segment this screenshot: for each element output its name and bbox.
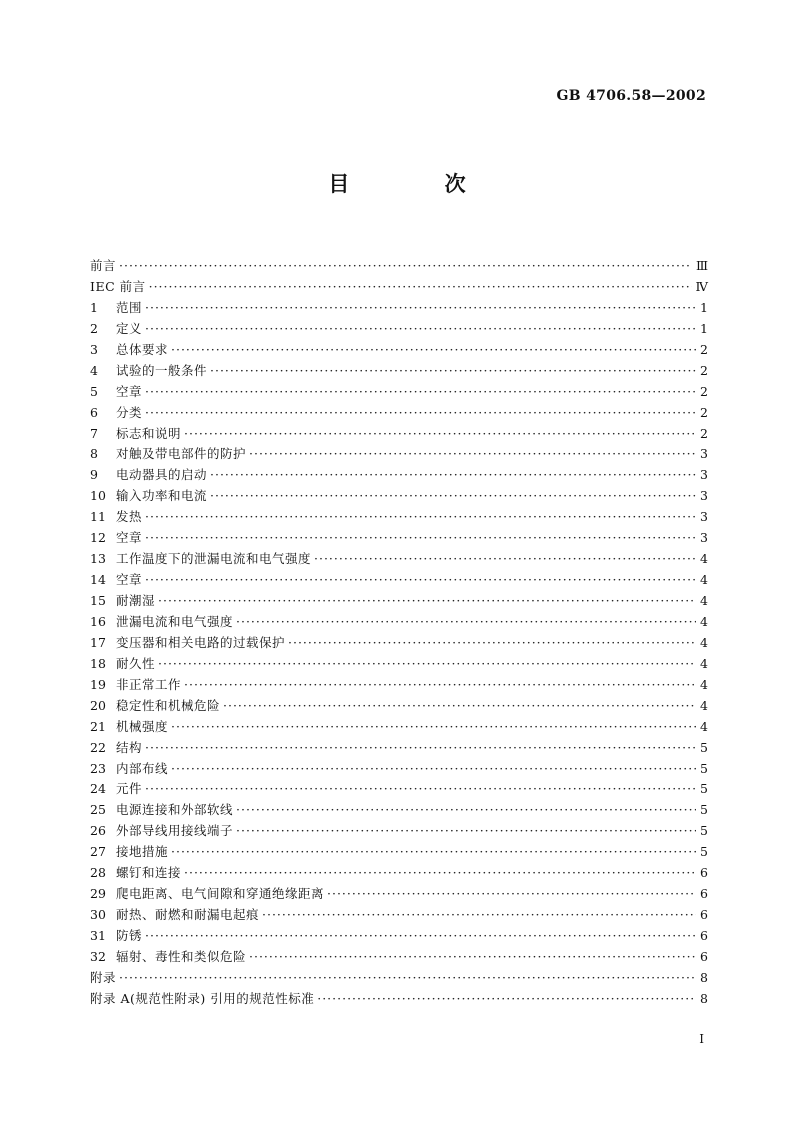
toc-entry-page: 5 — [700, 760, 708, 776]
toc-entry[interactable] — [90, 738, 708, 759]
toc-dot-leader — [158, 654, 696, 675]
toc-entry-page: 4 — [700, 593, 708, 608]
toc-entry-number: 21 — [90, 718, 106, 734]
toc-entry-page: 4 — [700, 718, 708, 734]
toc-entry-page: 6 — [700, 928, 708, 943]
toc-entry-number: 32 — [90, 948, 106, 964]
toc-entry-number: 14 — [90, 572, 106, 588]
toc-entry-number: 15 — [90, 593, 106, 608]
toc-entry-number: 31 — [90, 928, 106, 943]
toc-entry[interactable] — [90, 382, 708, 403]
toc-entry-page: 8 — [700, 990, 708, 1006]
toc-entry-number: 12 — [90, 530, 106, 546]
toc-entry-page: 3 — [700, 446, 708, 462]
toc-entry-title: 稳定性和机械危险 — [116, 697, 221, 713]
toc-entry-page: 5 — [700, 781, 708, 797]
toc-entry-number: 24 — [90, 781, 106, 797]
toc-entry[interactable] — [90, 717, 708, 738]
toc-dot-leader — [314, 549, 696, 570]
toc-entry-title: 电源连接和外部软线 — [116, 802, 234, 818]
toc-entry[interactable] — [90, 989, 708, 1010]
toc-entry-number: 20 — [90, 697, 106, 713]
toc-entry-title: 空章 — [116, 530, 143, 546]
toc-entry-page: 6 — [700, 865, 708, 881]
toc-entry-title: 输入功率和电流 — [116, 488, 208, 504]
toc-dot-leader — [184, 424, 696, 445]
toc-entry-title: 爬电距离、电气间隙和穿通绝缘距离 — [116, 886, 325, 902]
toc-entry[interactable] — [90, 612, 708, 633]
toc-entry-number: 22 — [90, 739, 106, 755]
toc-entry[interactable] — [90, 905, 708, 926]
toc-entry-number: 25 — [90, 802, 106, 818]
toc-entry-number: 5 — [90, 383, 98, 399]
toc-entry-title: 外部导线用接线端子 — [116, 823, 234, 839]
toc-dot-leader — [327, 884, 696, 905]
toc-entry-page: 4 — [700, 676, 708, 692]
toc-entry-page: 3 — [700, 467, 708, 483]
toc-entry[interactable] — [90, 298, 708, 319]
toc-entry-title: 元件 — [116, 781, 143, 797]
toc-entry[interactable] — [90, 800, 708, 821]
toc-entry[interactable] — [90, 319, 708, 340]
toc-entry[interactable] — [90, 256, 708, 277]
toc-entry[interactable] — [90, 968, 708, 989]
toc-entry-number: 2 — [90, 320, 98, 336]
toc-dot-leader — [145, 319, 696, 340]
toc-dot-leader — [236, 821, 696, 842]
toc-dot-leader — [184, 675, 696, 696]
toc-entry-page: 6 — [700, 948, 708, 964]
toc-entry-title: 空章 — [116, 383, 143, 399]
toc-entry-title: 耐久性 — [116, 655, 156, 671]
toc-entry-title: 螺钉和连接 — [116, 865, 182, 881]
toc-entry-title: 分类 — [116, 404, 143, 420]
toc-entry[interactable] — [90, 465, 708, 486]
toc-entry[interactable] — [90, 884, 708, 905]
toc-entry-number: 1 — [90, 299, 98, 315]
toc-entry-title: 前言 — [90, 258, 117, 273]
toc-entry-number: 4 — [90, 362, 98, 378]
toc-entry-title: 机械强度 — [116, 718, 169, 734]
toc-dot-leader — [249, 444, 696, 465]
toc-entry-title: 总体要求 — [116, 341, 169, 357]
toc-entry[interactable] — [90, 654, 708, 675]
toc-entry-title: 结构 — [116, 739, 143, 755]
toc-entry-page: 4 — [700, 697, 708, 713]
toc-dot-leader — [262, 905, 696, 926]
toc-entry-title: 发热 — [116, 509, 143, 525]
toc-entry[interactable] — [90, 549, 708, 570]
toc-dot-leader — [210, 465, 696, 486]
toc-entry-page: 4 — [700, 572, 708, 588]
toc-dot-leader — [236, 612, 696, 633]
toc-entry-number: 19 — [90, 676, 106, 692]
toc-entry-title: 定义 — [116, 320, 143, 336]
toc-entry-number: 26 — [90, 823, 106, 839]
toc-entry-page: 4 — [700, 655, 708, 671]
toc-entry-page: 6 — [700, 907, 708, 923]
toc-entry-number: 6 — [90, 404, 98, 420]
toc-entry-page: Ⅳ — [695, 278, 708, 294]
toc-entry-title: 耐潮湿 — [116, 593, 156, 608]
toc-entry-page: 3 — [700, 509, 708, 525]
toc-dot-leader — [119, 256, 692, 277]
toc-entry[interactable] — [90, 424, 708, 445]
toc-entry[interactable] — [90, 570, 708, 591]
page-title: 目 次 — [328, 171, 510, 196]
toc-entry[interactable] — [90, 591, 708, 612]
toc-entry-page: 1 — [700, 299, 708, 315]
toc-entry-title: 耐热、耐燃和耐漏电起痕 — [116, 907, 260, 923]
toc-entry-title: 泄漏电流和电气强度 — [116, 613, 234, 629]
toc-entry[interactable] — [90, 947, 708, 968]
toc-dot-leader — [223, 696, 696, 717]
toc-entry[interactable] — [90, 821, 708, 842]
standard-code: GB 4706.58—2002 — [556, 88, 706, 104]
toc-entry-number: 11 — [90, 509, 106, 525]
toc-entry[interactable] — [90, 863, 708, 884]
toc-entry-page: 2 — [700, 404, 708, 420]
toc-dot-leader — [171, 717, 696, 738]
toc-dot-leader — [145, 779, 696, 800]
toc-entry[interactable] — [90, 277, 708, 298]
toc-entry[interactable] — [90, 528, 708, 549]
toc-entry-number: 13 — [90, 551, 106, 567]
toc-entry-page: 5 — [700, 802, 708, 818]
toc-entry-number: 18 — [90, 655, 106, 671]
toc-entry[interactable] — [90, 403, 708, 424]
toc-dot-leader — [171, 340, 696, 361]
toc-entry-number: 7 — [90, 425, 98, 441]
toc-entry-page: 5 — [700, 844, 708, 860]
toc-dot-leader — [145, 298, 696, 319]
toc-dot-leader — [119, 968, 696, 989]
toc-entry-title: 范围 — [116, 299, 143, 315]
toc-entry-title: 对触及带电部件的防护 — [116, 446, 247, 462]
toc-entry-page: 2 — [700, 362, 708, 378]
toc-dot-leader — [145, 926, 696, 947]
toc-dot-leader — [145, 528, 696, 549]
toc-dot-leader — [145, 570, 696, 591]
toc-entry-page: 3 — [700, 530, 708, 546]
toc-entry[interactable] — [90, 926, 708, 947]
toc-entry-number: 30 — [90, 907, 106, 923]
toc-entry-title: 空章 — [116, 572, 143, 588]
toc-entry[interactable] — [90, 842, 708, 863]
page-number: I — [699, 1032, 704, 1046]
toc-dot-leader — [158, 591, 696, 612]
toc-entry-number: 16 — [90, 613, 106, 629]
toc-dot-leader — [236, 800, 696, 821]
toc-entry-page: 2 — [700, 383, 708, 399]
toc-entry-page: 4 — [700, 551, 708, 567]
toc-entry[interactable] — [90, 759, 708, 780]
toc-entry-number: 17 — [90, 634, 106, 650]
toc-dot-leader — [149, 277, 692, 298]
toc-dot-leader — [210, 486, 696, 507]
toc-entry-page: 8 — [700, 969, 708, 985]
toc-dot-leader — [145, 507, 696, 528]
toc-entry[interactable] — [90, 696, 708, 717]
toc-entry-number: 29 — [90, 886, 106, 902]
toc-entry-number: 10 — [90, 488, 106, 504]
toc-entry-title: IEC 前言 — [90, 278, 146, 294]
toc-dot-leader — [145, 382, 696, 403]
toc-entry-title: 附录 — [90, 969, 117, 985]
toc-dot-leader — [317, 989, 696, 1010]
toc-entry-page: 4 — [700, 634, 708, 650]
toc-entry-title: 防锈 — [116, 928, 143, 943]
toc-entry-title: 工作温度下的泄漏电流和电气强度 — [116, 551, 312, 567]
toc-entry-page: 2 — [700, 341, 708, 357]
toc-dot-leader — [184, 863, 696, 884]
toc-entry-number: 3 — [90, 341, 98, 357]
toc-entry-page: 5 — [700, 823, 708, 839]
toc-entry[interactable] — [90, 779, 708, 800]
toc-entry-title: 标志和说明 — [116, 425, 182, 441]
toc-entry-page: Ⅲ — [695, 258, 708, 273]
toc-entry-number: 9 — [90, 467, 98, 483]
toc-entry-page: 4 — [700, 613, 708, 629]
toc-entry[interactable] — [90, 340, 708, 361]
toc-entry-title: 非正常工作 — [116, 676, 182, 692]
toc-entry[interactable] — [90, 486, 708, 507]
toc-entry-number: 28 — [90, 865, 106, 881]
toc-dot-leader — [145, 738, 696, 759]
toc-entry-page: 6 — [700, 886, 708, 902]
toc-entry-page: 1 — [700, 320, 708, 336]
toc-entry-title: 内部布线 — [116, 760, 169, 776]
toc-entry-number: 27 — [90, 844, 106, 860]
table-of-contents — [90, 256, 708, 1010]
toc-entry[interactable] — [90, 633, 708, 654]
toc-dot-leader — [171, 759, 696, 780]
toc-entry-page: 3 — [700, 488, 708, 504]
toc-entry-page: 2 — [700, 425, 708, 441]
toc-entry-number: 23 — [90, 760, 106, 776]
toc-dot-leader — [171, 842, 696, 863]
toc-entry-title: 附录 A(规范性附录) 引用的规范性标准 — [90, 990, 315, 1006]
toc-entry-page: 5 — [700, 739, 708, 755]
toc-entry[interactable] — [90, 675, 708, 696]
toc-entry-title: 试验的一般条件 — [116, 362, 208, 378]
toc-entry-title: 辐射、毒性和类似危险 — [116, 948, 247, 964]
toc-entry[interactable] — [90, 361, 708, 382]
toc-dot-leader — [210, 361, 696, 382]
toc-entry-title: 接地措施 — [116, 844, 169, 860]
toc-entry-number: 8 — [90, 446, 98, 462]
toc-dot-leader — [288, 633, 696, 654]
toc-entry[interactable] — [90, 507, 708, 528]
toc-dot-leader — [145, 403, 696, 424]
toc-entry[interactable] — [90, 444, 708, 465]
toc-dot-leader — [249, 947, 696, 968]
toc-entry-title: 变压器和相关电路的过载保护 — [116, 634, 286, 650]
toc-entry-title: 电动器具的启动 — [116, 467, 208, 483]
